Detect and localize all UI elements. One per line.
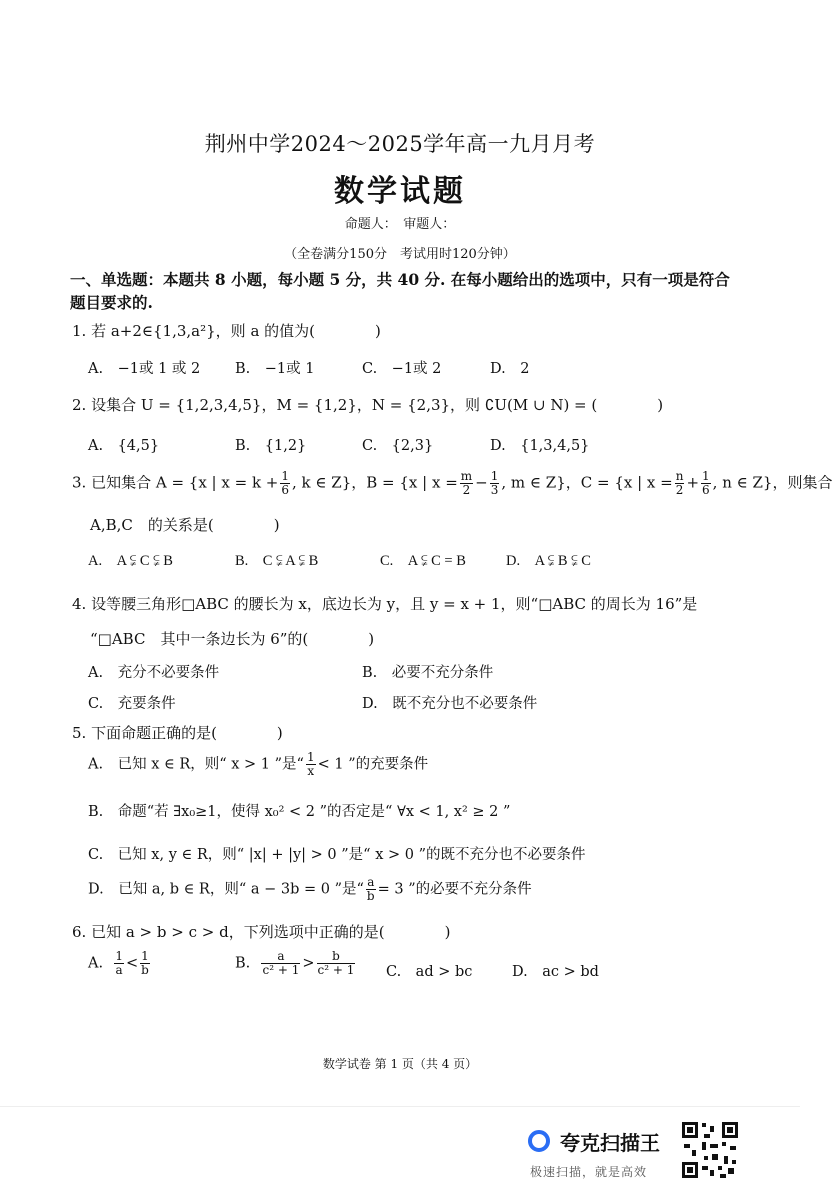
q3-text-4: , m ∈ Z}，C = {x | x = (501, 473, 673, 492)
q6-option-b: B. $\frac{a}{\text{c² + 1}}$ > $\frac{b}{\text{c² + 1}}$ (235, 949, 355, 977)
q3-frac-2: $\frac{m}{2}$ (460, 469, 473, 497)
q3-text-5: + (686, 473, 700, 492)
q4-option-c: C. 充要条件 (88, 696, 176, 712)
q5-option-d: D. 已知 a, b ∈ R，则“ a − 3b = 0 ”是“ $\frac{a}{b}$ = 3 ”的必要不充分条件 (88, 875, 532, 903)
q6-option-c: C. ad > bc (386, 964, 473, 980)
question-6: 6. 已知 a > b > c > d，下列选项中正确的是( ) (72, 923, 451, 941)
q5-frac-a: $\frac{1}{x}$ (306, 750, 315, 778)
question-4-line2: “□ABC 其中一条边长为 6”的( ) (90, 630, 375, 648)
q1-option-d: D. 2 (490, 361, 530, 377)
q1-option-a: A. −1或 1 或 2 (88, 361, 201, 377)
q3-frac-1: $\frac{1}{6}$ (281, 469, 290, 497)
q3-frac-5: $\frac{1}{6}$ (702, 469, 710, 497)
q3-option-d: D. A ⫋ B ⫋ C (506, 553, 591, 569)
school-exam-title: 荆州中学2024～2025学年高一九月月考 (204, 132, 596, 156)
section-heading: 一、单选题：本题共 8 小题，每小题 5 分，共 40 分. 在每小题给出的选项中，只有一项是符合题目要求的. (70, 270, 730, 312)
q3-option-a: A. A ⫋ C ⫋ B (88, 553, 173, 569)
q1-option-c: C. −1或 2 (362, 361, 442, 377)
q5-option-c: C. 已知 x, y ∈ R，则“ |x| + |y| > 0 ”是“ x > 0 ”的既不充分也不必要条件 (88, 847, 586, 863)
q3-text-6: , n ∈ Z}，则集合 (712, 473, 832, 492)
q3-text-1: 3. 已知集合 A = {x | x = k + (72, 473, 279, 492)
q6-option-d: D. ac > bd (512, 964, 599, 980)
question-4: 4. 设等腰三角形□ABC 的腰长为 x，底边长为 y，且 y = x + 1，则“□ABC 的周长为 16”是 (72, 595, 698, 613)
question-5: 5. 下面命题正确的是( ) (72, 724, 283, 742)
q5-option-b: B. 命题“若 ∃x₀≥1，使得 x₀² < 2 ”的否定是“ ∀x < 1, x² ≥ 2 ” (88, 804, 511, 820)
question-3-line2: A,B,C 的关系是( ) (90, 516, 280, 534)
q1-option-b: B. −1或 1 (235, 361, 315, 377)
question-3 (72, 470, 832, 497)
q3-text-2: , k ∈ Z}，B = {x | x = (292, 473, 458, 492)
q4-option-d: D. 既不充分也不必要条件 (362, 696, 538, 712)
qr-code-icon (680, 1120, 740, 1180)
question-2: 2. 设集合 U = {1,2,3,4,5}，M = {1,2}，N = {2,3}，则 ∁U(M ∪ N) = ( ) (72, 396, 664, 414)
authors-line: 命题人： 审题人： (344, 217, 456, 232)
scanner-logo-icon (528, 1130, 550, 1152)
subject-title: 数学试题 (334, 174, 466, 209)
q6-option-a: A. $\frac{1}{a}$ < $\frac{1}{b}$ (88, 949, 149, 977)
q4-option-b: B. 必要不充分条件 (362, 665, 494, 681)
question-1: 1. 若 a+2∈{1,3,a²}，则 a 的值为( ) (72, 322, 381, 340)
q5-frac-d: $\frac{a}{b}$ (366, 875, 375, 903)
q2-option-a: A. {4,5} (88, 438, 160, 454)
scanner-brand-name: 夸克扫描王 (560, 1133, 660, 1155)
scanner-slogan: 极速扫描，就是高效 (530, 1165, 648, 1179)
q5-option-a: A. 已知 x ∈ R，则“ x > 1 ”是“ $\frac{1}{x}$ < 1 ”的充要条件 (88, 750, 429, 778)
scanner-watermark (528, 1125, 678, 1185)
q4-option-a: A. 充分不必要条件 (88, 665, 220, 681)
page-footer: 数学试卷 第 1 页（共 4 页） (322, 1057, 478, 1071)
q2-option-d: D. {1,3,4,5} (490, 438, 590, 454)
q3-option-b: B. C ⫋ A ⫋ B (235, 553, 319, 569)
q2-option-c: C. {2,3} (362, 438, 434, 454)
q2-option-b: B. {1,2} (235, 438, 307, 454)
exam-note: （全卷满分150分 考试用时120分钟） (284, 247, 516, 262)
q3-frac-4: $\frac{n}{2}$ (675, 469, 684, 497)
q3-text-3: − (475, 473, 488, 492)
q3-option-c: C. A ⫋ C = B (380, 553, 466, 569)
q3-frac-3: $\frac{1}{3}$ (490, 469, 499, 497)
scan-divider (0, 1106, 800, 1107)
